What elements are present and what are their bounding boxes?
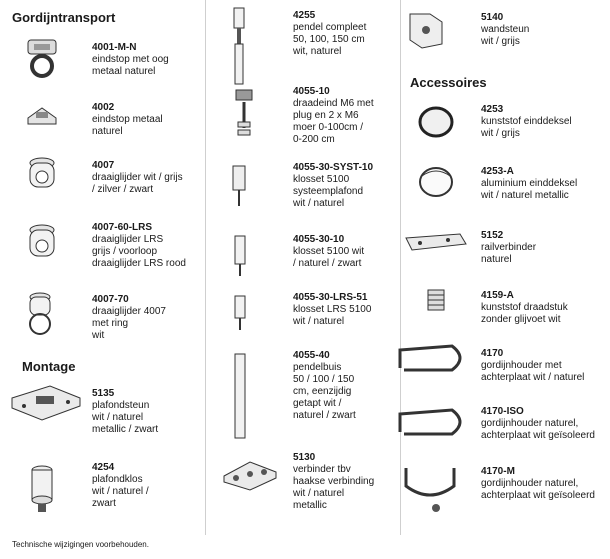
- railverbinder-icon: [404, 230, 468, 256]
- product-5130: [293, 452, 374, 512]
- product-description: pendel compleet 50, 100, 150 cm wit, naturel: [293, 22, 367, 57]
- product-code: 5140: [481, 12, 504, 23]
- product-description: plafondklos wit / naturel / zwart: [92, 474, 149, 509]
- pendelbuis-icon: [232, 352, 248, 442]
- plafondklos-icon: [24, 464, 60, 516]
- pendel-compleet-icon: [229, 6, 249, 90]
- product-code: 4002: [92, 102, 115, 113]
- draaiglijder-icon: [24, 155, 60, 197]
- product-4055-30-LRS-51: [293, 292, 371, 328]
- product-description: draaiglijder 4007 met ring wit: [92, 306, 166, 341]
- product-description: wandsteun wit / grijs: [481, 24, 530, 47]
- product-4055-30-SYST-10: [293, 162, 373, 210]
- footer-note: Technische wijzigingen voorbehouden.: [12, 540, 149, 549]
- product-4055-30-10: [293, 234, 364, 270]
- klosset-icon: [233, 232, 247, 280]
- product-description: klosset 5100 systeemplafond wit / naturel: [293, 174, 364, 209]
- product-code: 4254: [92, 462, 115, 473]
- product-code: 4001-M-N: [92, 42, 137, 53]
- product-4002: [92, 102, 163, 138]
- section-heading-montage: Montage: [22, 359, 76, 374]
- product-description: eindstop met oog metaal naturel: [92, 54, 169, 77]
- product-code: 4055-30-10: [293, 234, 345, 245]
- product-code: 4055-40: [293, 350, 330, 361]
- eindstop-icon: [22, 104, 62, 130]
- product-4170-ISO: [481, 406, 595, 442]
- gordijnhouder-icon: [396, 340, 472, 380]
- draadeind-icon: [214, 88, 268, 138]
- product-code: 4007-70: [92, 294, 129, 305]
- product-description: kunststof draadstuk zonder glijvoet wit: [481, 302, 568, 325]
- product-4007-60-LRS: [92, 222, 186, 270]
- product-description: draadeind M6 met plug en 2 x M6 moer 0-100cm / 0-200 cm: [293, 98, 374, 145]
- kunststof-einddeksel-icon: [416, 102, 456, 142]
- draaiglijder-lrs-icon: [24, 222, 60, 266]
- product-4007-70: [92, 294, 166, 342]
- product-description: klosset LRS 5100 wit / naturel: [293, 304, 372, 327]
- product-description: gordijnhouder met achterplaat wit / naturel: [481, 360, 585, 383]
- product-code: 4170-ISO: [481, 406, 524, 417]
- wandsteun-icon: [406, 10, 446, 52]
- product-description: eindstop metaal naturel: [92, 114, 163, 137]
- draaiglijder-met-ring-icon: [22, 290, 62, 338]
- klosset-lrs-icon: [233, 294, 247, 334]
- product-4159-A: [481, 290, 568, 326]
- product-code: 4055-30-SYST-10: [293, 162, 374, 173]
- gordijnhouder-m-icon: [400, 458, 470, 518]
- product-description: draaiglijder LRS grijs / voorloop draaiglijder LRS rood: [92, 234, 186, 269]
- draadstuk-icon: [424, 288, 448, 312]
- product-code: 4170-M: [481, 466, 515, 477]
- product-code: 4159-A: [481, 290, 514, 301]
- eindstop-met-oog-icon: [22, 38, 62, 80]
- product-code: 5135: [92, 388, 115, 399]
- product-code: 4170: [481, 348, 504, 359]
- aluminium-einddeksel-icon: [416, 162, 456, 200]
- product-4001-M-N: [92, 42, 169, 78]
- product-5152: [481, 230, 536, 266]
- product-code: 4253-A: [481, 166, 514, 177]
- section-heading-gordijntransport: Gordijntransport: [12, 10, 116, 25]
- product-4007: [92, 160, 183, 196]
- product-5135: [92, 388, 158, 436]
- product-description: plafondsteun wit / naturel metallic / zwart: [92, 400, 159, 435]
- section-heading-accessoires: Accessoires: [410, 75, 487, 90]
- product-description: gordijnhouder naturel, achterplaat wit geïsoleerd: [481, 418, 595, 441]
- klosset-systeemplafond-icon: [229, 160, 249, 214]
- product-4055-10: [293, 86, 374, 146]
- product-4253-A: [481, 166, 577, 202]
- product-description: railverbinder naturel: [481, 242, 537, 265]
- product-code: 4007-60-LRS: [92, 222, 153, 233]
- product-code: 4007: [92, 160, 115, 171]
- gordijnhouder-iso-icon: [396, 402, 472, 446]
- product-description: gordijnhouder naturel, achterplaat wit geïsoleerd: [481, 478, 595, 501]
- product-4055-40: [293, 350, 356, 422]
- product-description: klosset 5100 wit / naturel / zwart: [293, 246, 365, 269]
- verbinder-icon: [222, 458, 278, 492]
- product-4253: [481, 104, 572, 140]
- product-4170-M: [481, 466, 595, 502]
- plafondsteun-icon: [10, 384, 82, 424]
- product-description: kunststof einddeksel wit / grijs: [481, 116, 572, 139]
- product-4254: [92, 462, 149, 510]
- product-code: 4055-10: [293, 86, 330, 97]
- product-code: 4253: [481, 104, 504, 115]
- product-4255: [293, 10, 366, 58]
- product-description: verbinder tbv haakse verbinding wit / naturel metallic: [293, 464, 375, 511]
- product-description: pendelbuis 50 / 100 / 150 cm, eenzijdig getapt wit / naturel / zwart: [293, 362, 356, 421]
- product-description: aluminium einddeksel wit / naturel metallic: [481, 178, 578, 201]
- product-code: 4255: [293, 10, 316, 21]
- product-code: 5130: [293, 452, 316, 463]
- product-code: 4055-30-LRS-51: [293, 292, 368, 303]
- product-code: 5152: [481, 230, 504, 241]
- product-4170: [481, 348, 584, 384]
- product-5140: [481, 12, 529, 48]
- product-description: draaiglijder wit / grijs / zilver / zwart: [92, 172, 183, 195]
